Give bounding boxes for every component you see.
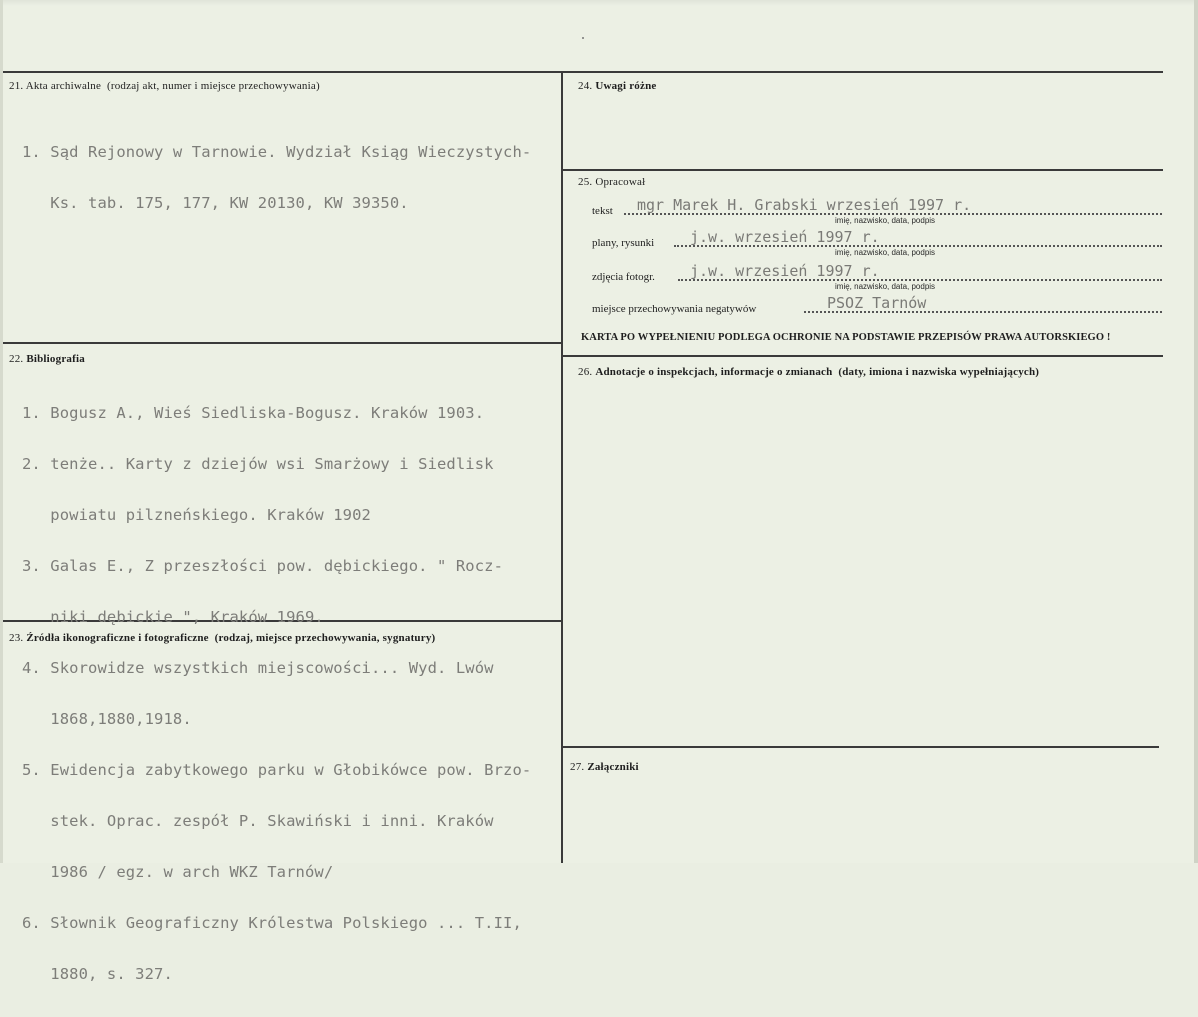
rule-21-22: [3, 342, 561, 344]
section-26-header: [578, 366, 1039, 378]
section-25-header: [578, 176, 645, 188]
section-title: Uwagi różne: [595, 80, 657, 92]
typed-value: mgr Marek H. Grabski wrzesień 1997 r.: [637, 196, 972, 214]
section-subtitle: (daty, imiona i nazwiska wypełniających): [838, 366, 1040, 378]
bibliography-line: 1868,1880,1918.: [22, 710, 192, 728]
photos-row: [592, 262, 1162, 291]
section-23-header: [9, 632, 435, 644]
section-number: 21.: [9, 80, 24, 92]
row-label: zdjęcia fotogr.: [592, 271, 655, 283]
bibliography-line: stek. Oprac. zespół P. Skawiński i inni. Kraków: [22, 812, 494, 830]
section-subtitle: (rodzaj akt, numer i miejsce przechowywania): [107, 80, 320, 92]
bibliography-line: 3. Galas E., Z przeszłości pow. dębickiego. " Rocz-: [22, 557, 504, 575]
bibliography-line: 1880, s. 327.: [22, 965, 173, 983]
section-27-header: [570, 761, 639, 773]
bibliography-line: niki dębickie ", Kraków 1969.: [22, 608, 324, 626]
rule-25-26: [561, 355, 1163, 357]
bibliography-line: powiatu pilzneńskiego. Kraków 1902: [22, 506, 371, 524]
typed-line: Ks. tab. 175, 177, KW 20130, KW 39350.: [22, 194, 409, 212]
card-edge-left: [0, 0, 3, 863]
section-number: 26.: [578, 366, 593, 378]
section-number: 22.: [9, 353, 24, 365]
section-title: Adnotacje o inspekcjach, informacje o zmianach: [595, 366, 833, 378]
section-number: 24.: [578, 80, 593, 92]
rule-26-27: [561, 746, 1159, 748]
field-caption: imię, nazwisko, data, podpis: [835, 216, 936, 225]
field-caption: imię, nazwisko, data, podpis: [835, 282, 936, 291]
negatives-row: [592, 294, 1162, 315]
bibliography-line: 2. tenże.. Karty z dziejów wsi Smarżowy i Siedlisk: [22, 455, 494, 473]
bibliography-line: 1. Bogusz A., Wieś Siedliska-Bogusz. Kraków 1903.: [22, 404, 485, 422]
section-number: 27.: [570, 761, 585, 773]
typed-value: j.w. wrzesień 1997 r.: [690, 228, 880, 246]
row-label: tekst: [592, 205, 613, 217]
bibliography-line: 4. Skorowidze wszystkich miejscowości... Wyd. Lwów: [22, 659, 494, 677]
section-title: Opracował: [595, 176, 646, 188]
section-title: Załączniki: [587, 761, 639, 773]
row-label: miejsce przechowywania negatywów: [592, 303, 757, 315]
rule-center: [561, 71, 563, 863]
section-24-header: [578, 80, 656, 92]
section-21-header: [9, 80, 320, 92]
typed-value: PSOZ Tarnów: [827, 294, 927, 312]
typed-line: 1. Sąd Rejonowy w Tarnowie. Wydział Ksiąg Wieczystych-: [22, 143, 532, 161]
card-edge-right: [1194, 0, 1198, 863]
section-number: 23.: [9, 632, 24, 644]
section-22-text: [22, 371, 531, 1017]
copyright-notice: KARTA PO WYPEŁNIENIU PODLEGA OCHRONIE NA PODSTAWIE PRZEPISÓW PRAWA AUTORSKIEGO !: [581, 332, 1111, 343]
speck: [582, 37, 584, 39]
field-caption: imię, nazwisko, data, podpis: [835, 248, 936, 257]
section-title: Akta archiwalne: [25, 80, 102, 92]
section-number: 25.: [578, 176, 593, 188]
section-subtitle: (rodzaj, miejsce przechowywania, sygnatury): [214, 632, 436, 644]
typed-value: j.w. wrzesień 1997 r.: [690, 262, 880, 280]
plans-row: [592, 228, 1162, 257]
section-title: Bibliografia: [26, 353, 85, 365]
section-title: Źródła ikonograficzne i fotograficzne: [26, 632, 209, 644]
row-label: plany, rysunki: [592, 237, 655, 249]
bibliography-line: 5. Ewidencja zabytkowego parku w Głobikówce pow. Brzo-: [22, 761, 532, 779]
bibliography-line: 6. Słownik Geograficzny Królestwa Polskiego ... T.II,: [22, 914, 522, 932]
rule-top: [3, 71, 1163, 73]
bibliography-line: 1986 / egz. w arch WKZ Tarnów/: [22, 863, 334, 881]
section-21-text: [22, 110, 531, 246]
author-text-row: [592, 196, 1162, 225]
rule-24-25: [561, 169, 1163, 171]
section-22-header: [9, 353, 85, 365]
